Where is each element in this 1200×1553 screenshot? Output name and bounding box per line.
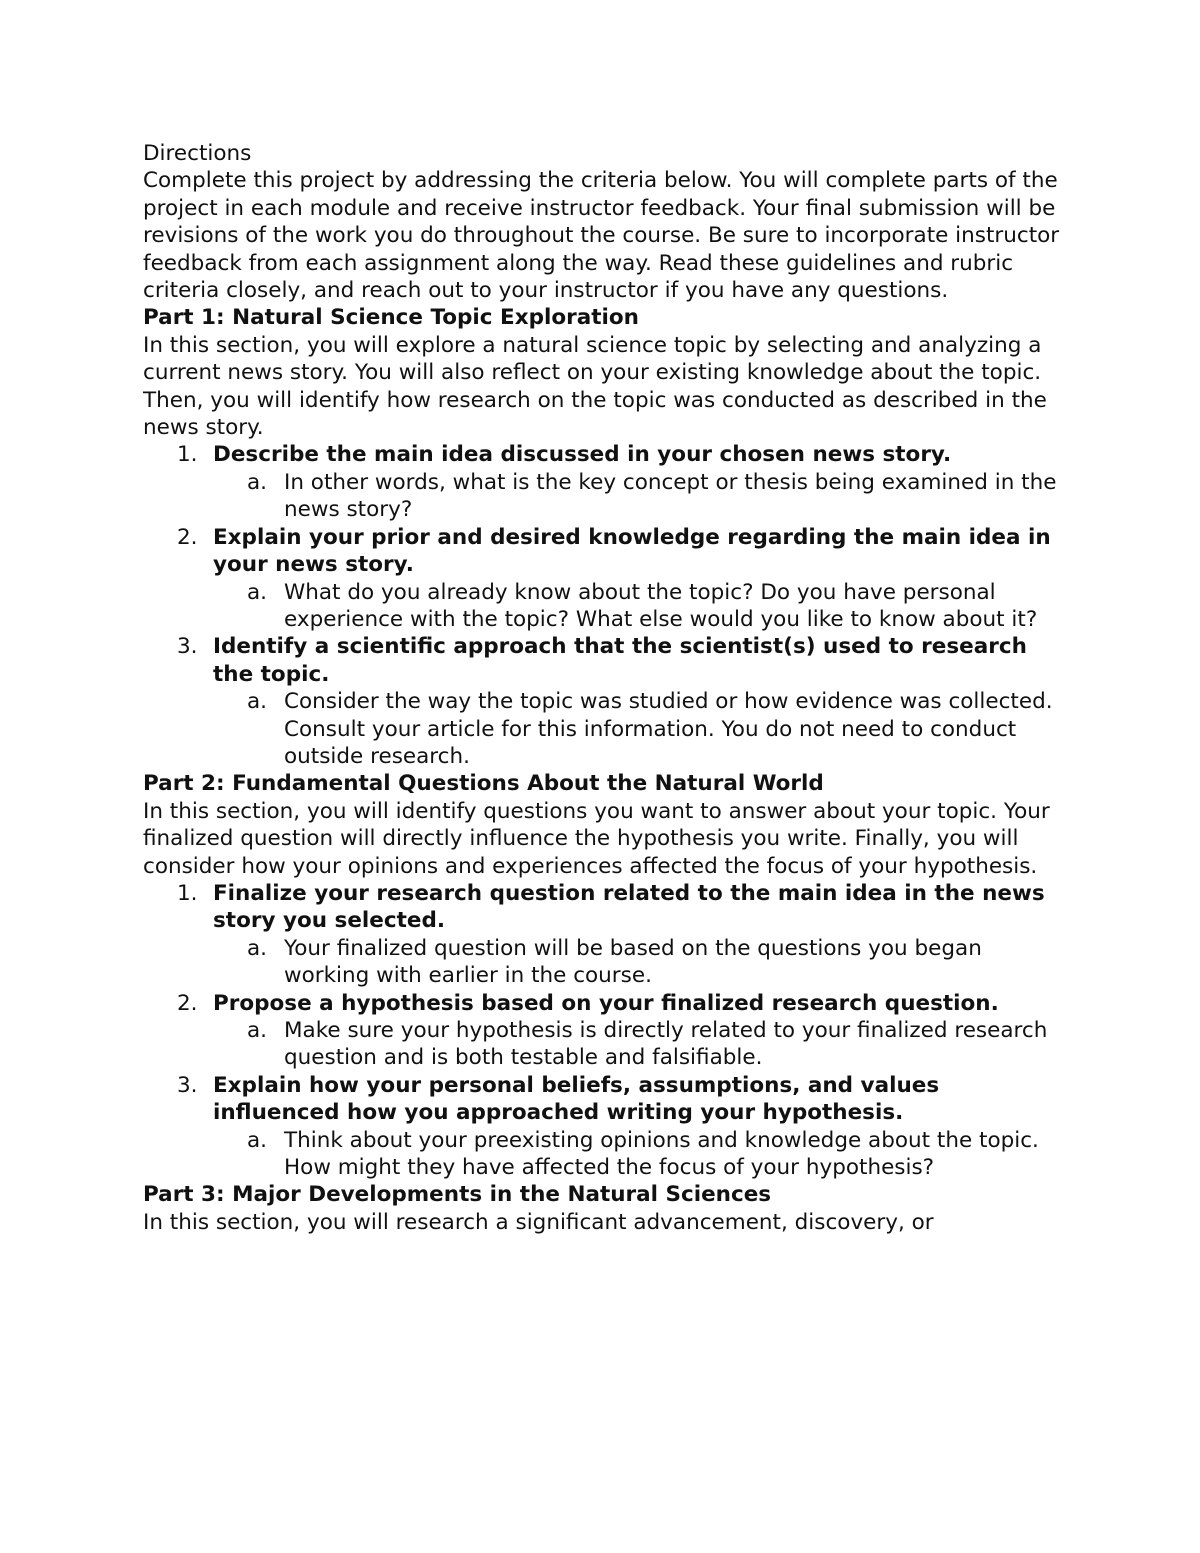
sub-item-letter: a.	[247, 689, 268, 715]
sub-item-text: What do you already know about the topic? Do you have personal experience with the topic? What else would you like to know about it?	[284, 579, 1038, 632]
part-2-item-1	[143, 880, 1073, 935]
part-3-description: In this section, you will research a significant advancement, discovery, or	[143, 1209, 934, 1235]
intro-paragraph: Complete this project by addressing the criteria below. You will complete parts of the project in each module and receive instructor feedback. Your final submission will be revisions of the work you do throughout the course. Be sure to incorporate instructor feedback from each assignment along the way. Read these guidelines and rubric criteria closely, and reach out to your instructor if you have any questions.	[143, 168, 1060, 304]
item-number: 2.	[177, 524, 198, 550]
item-number: 1.	[177, 880, 198, 906]
part-1-item-2	[143, 524, 1073, 579]
sub-item-letter: a.	[247, 469, 268, 495]
sub-item-letter: a.	[247, 935, 268, 961]
item-number: 3.	[177, 1072, 198, 1098]
item-text: Describe the main idea discussed in your chosen news story.	[213, 442, 952, 468]
sub-item-text: Think about your preexisting opinions and knowledge about the topic. How might they have affected the focus of your hypothesis?	[284, 1127, 1039, 1181]
sub-item-text: Make sure your hypothesis is directly related to your finalized research question and is both testable and falsifiable.	[284, 1018, 1048, 1071]
sub-item-letter: a.	[247, 1127, 268, 1153]
part-2-description: In this section, you will identify questions you want to answer about your topic. Your finalized question will directly influence the hypothesis you write. Finally, you will consider how your opinions and experiences affected the focus of your hypothesis.	[143, 798, 1050, 879]
item-text: Finalize your research question related to the main idea in the news story you selected.	[213, 880, 1045, 934]
sub-item-text: Your finalized question will be based on the questions you began working with earlier in the course.	[284, 935, 982, 989]
part-1-heading: Part 1: Natural Science Topic Exploration	[143, 305, 639, 331]
document-title: Directions	[143, 141, 252, 166]
item-number: 2.	[177, 990, 198, 1016]
part-1-item-3	[143, 633, 1073, 688]
part-1-item-1	[143, 441, 1073, 468]
part-2-item-2	[143, 990, 1073, 1017]
part-2-heading: Part 2: Fundamental Questions About the Natural World	[143, 771, 824, 797]
sub-item-letter: a.	[247, 579, 268, 605]
part-1-item-3-sub-a	[143, 688, 1073, 770]
sub-item-letter: a.	[247, 1018, 268, 1043]
part-2-item-3-sub-a	[143, 1127, 1073, 1182]
part-2-item-3	[143, 1072, 1073, 1127]
part-3-heading: Part 3: Major Developments in the Natural Sciences	[143, 1182, 772, 1208]
document-page	[143, 140, 1073, 1236]
sub-item-text: In other words, what is the key concept or thesis being examined in the news story?	[284, 469, 1057, 523]
part-1-item-2-sub-a	[143, 579, 1073, 634]
item-number: 1.	[177, 442, 198, 468]
part-2-item-1-sub-a	[143, 935, 1073, 990]
item-text: Explain your prior and desired knowledge regarding the main idea in your news story.	[213, 524, 1051, 578]
part-1-item-1-sub-a	[143, 469, 1073, 524]
item-text: Explain how your personal beliefs, assumptions, and values influenced how you approached writing your hypothesis.	[213, 1072, 940, 1126]
sub-item-text: Consider the way the topic was studied or how evidence was collected. Consult your article for this information. You do not need to conduct outside research.	[284, 689, 1053, 769]
part-1-description: In this section, you will explore a natural science topic by selecting and analyzing a current news story. You will also reflect on your existing knowledge about the topic. Then, you will identify how research on the topic was conducted as described in the news story.	[143, 332, 1047, 441]
item-number: 3.	[177, 634, 198, 660]
part-2-item-2-sub-a	[143, 1017, 1073, 1072]
item-text: Propose a hypothesis based on your finalized research question.	[213, 990, 999, 1016]
item-text: Identify a scientific approach that the scientist(s) used to research the topic.	[213, 634, 1027, 687]
